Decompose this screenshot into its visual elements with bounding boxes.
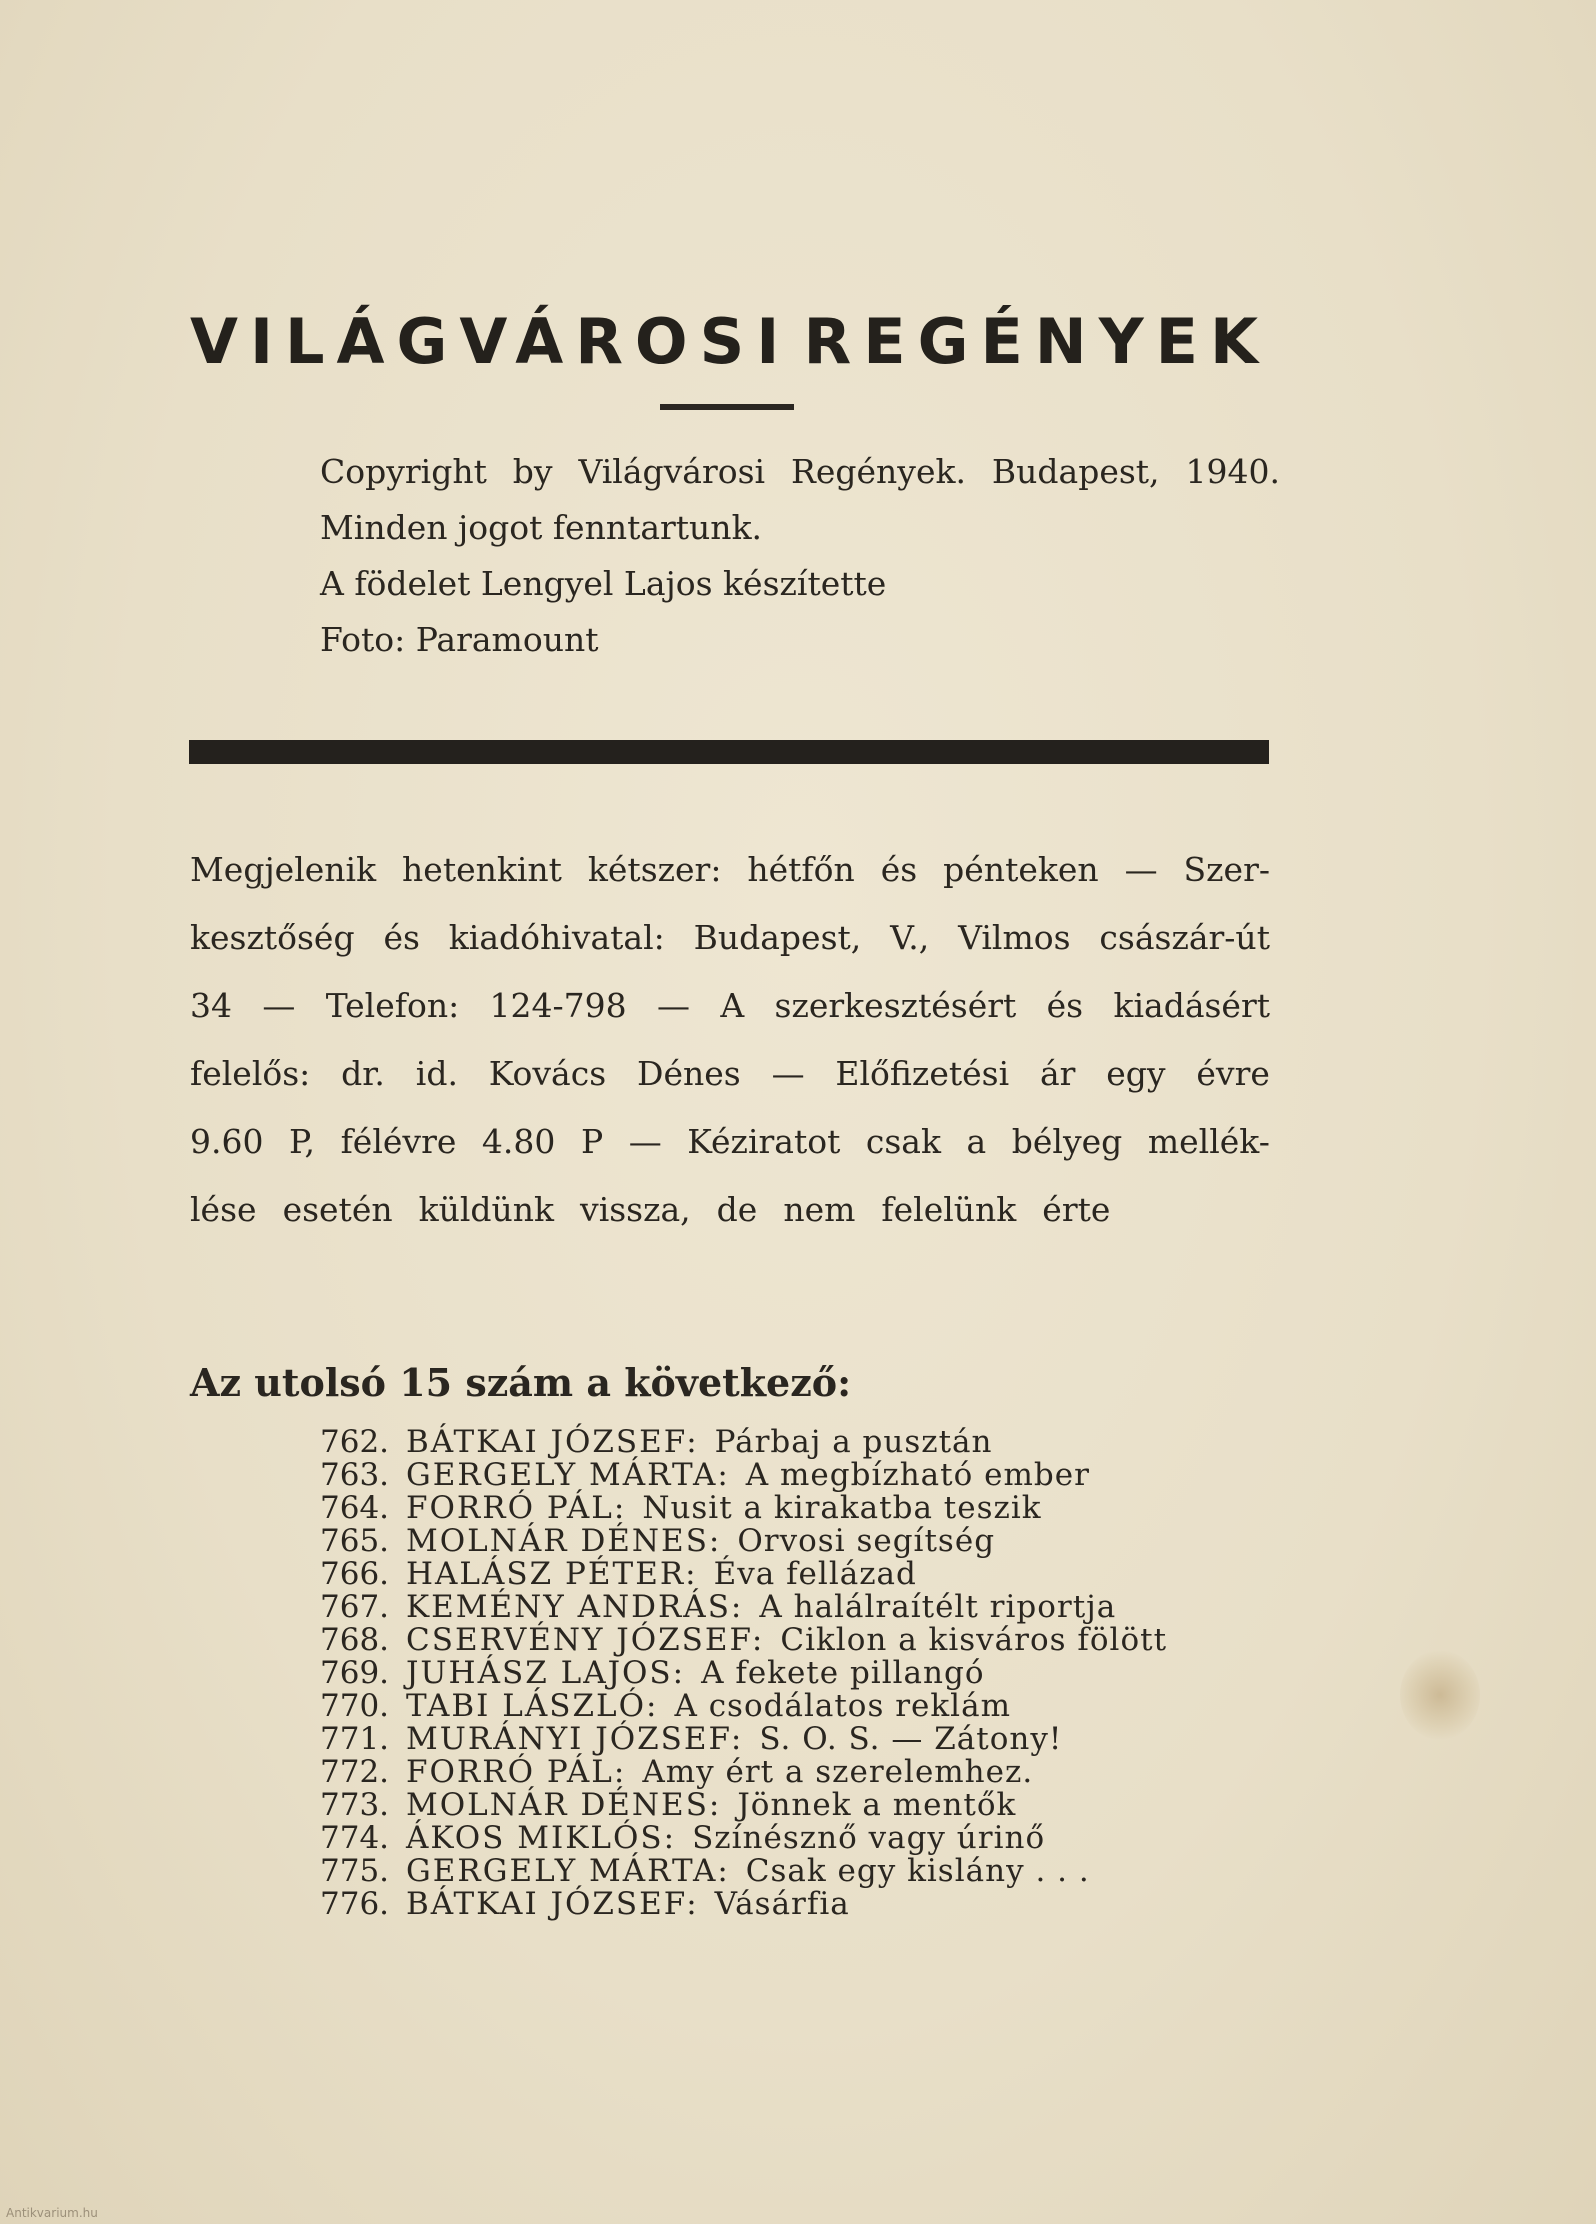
issue-title: Csak egy kislány . . . xyxy=(745,1853,1090,1889)
word: 1940. xyxy=(1185,452,1280,491)
word: Telefon: xyxy=(325,986,460,1025)
issue-number: 776. xyxy=(320,1886,390,1922)
word: Regények. xyxy=(791,452,966,491)
issue-number: 763. xyxy=(320,1457,390,1493)
word: és xyxy=(383,918,420,957)
issue-title: Vásárfia xyxy=(714,1886,850,1922)
list-item xyxy=(320,1855,1280,1888)
word: vissza, xyxy=(580,1190,691,1229)
section-divider xyxy=(189,740,1269,764)
issue-author: CSERVÉNY JÓZSEF: xyxy=(406,1622,765,1658)
word: 4.80 xyxy=(481,1122,556,1161)
issue-title: Ciklon a kisváros fölött xyxy=(780,1622,1168,1658)
word: Előfizetési xyxy=(835,1054,1010,1093)
word: — xyxy=(262,986,296,1025)
word: de xyxy=(716,1190,758,1229)
word: Copyright xyxy=(320,452,487,491)
word: Szer- xyxy=(1183,850,1270,889)
word: Kovács xyxy=(488,1054,607,1093)
issue-author: TABI LÁSZLÓ: xyxy=(406,1688,659,1724)
word: és xyxy=(880,850,918,889)
list-item xyxy=(320,1657,1280,1690)
issue-number: 770. xyxy=(320,1688,390,1724)
issue-title: Éva fellázad xyxy=(713,1556,917,1592)
paper-stain xyxy=(1400,1650,1480,1740)
copyright-line-2: Minden jogot fenntartunk. xyxy=(320,508,763,547)
issue-number: 765. xyxy=(320,1523,390,1559)
word: V., xyxy=(890,918,930,957)
word: — xyxy=(771,1054,805,1093)
word: Kéziratot xyxy=(687,1122,841,1161)
word: hétfőn xyxy=(747,850,855,889)
word: csak xyxy=(865,1122,941,1161)
list-item xyxy=(320,1558,1280,1591)
word: félévre xyxy=(340,1122,457,1161)
word: kiadóhivatal: xyxy=(448,918,665,957)
word: Dénes xyxy=(637,1054,741,1093)
issue-title: Jönnek a mentők xyxy=(737,1787,1017,1823)
issue-number: 762. xyxy=(320,1424,390,1460)
word: Világvárosi xyxy=(578,452,766,491)
issue-title: S. O. S. — Zátony! xyxy=(759,1721,1063,1757)
issue-author: FORRÓ PÁL: xyxy=(406,1754,627,1790)
list-item xyxy=(320,1459,1280,1492)
issue-title: Nusit a kirakatba teszik xyxy=(642,1490,1042,1526)
word: nem xyxy=(783,1190,856,1229)
issue-author: GERGELY MÁRTA: xyxy=(406,1457,730,1493)
issue-author: KEMÉNY ANDRÁS: xyxy=(406,1589,744,1625)
word: felelünk xyxy=(881,1190,1017,1229)
paragraph-line xyxy=(190,1114,1270,1182)
word: mellék- xyxy=(1147,1122,1270,1161)
copyright-block xyxy=(320,444,1280,668)
issue-number: 771. xyxy=(320,1721,390,1757)
word: A xyxy=(720,986,745,1025)
list-item xyxy=(320,1789,1280,1822)
word: — xyxy=(628,1122,662,1161)
issue-title: Színésznő vagy úrinő xyxy=(692,1820,1046,1856)
issue-author: ÁKOS MIKLÓS: xyxy=(406,1820,677,1856)
list-item xyxy=(320,1888,1280,1921)
word: ár xyxy=(1039,1054,1076,1093)
issue-number: 773. xyxy=(320,1787,390,1823)
word: felelős: xyxy=(190,1054,311,1093)
paragraph-line xyxy=(190,910,1270,978)
word: kétszer: xyxy=(587,850,722,889)
word: bélyeg xyxy=(1011,1122,1123,1161)
copyright-line-4: Foto: Paramount xyxy=(320,620,599,659)
word: császár-út xyxy=(1099,918,1270,957)
word: Budapest, xyxy=(991,452,1160,491)
word: kesztőség xyxy=(190,918,355,957)
paragraph-line xyxy=(190,842,1270,910)
issue-author: MOLNÁR DÉNES: xyxy=(406,1787,722,1823)
list-item xyxy=(320,1624,1280,1657)
word: évre xyxy=(1196,1054,1270,1093)
word: 9.60 xyxy=(190,1122,264,1161)
issue-author: FORRÓ PÁL: xyxy=(406,1490,627,1526)
word: Megjelenik xyxy=(190,850,377,889)
issue-number: 775. xyxy=(320,1853,390,1889)
previous-issues-list xyxy=(320,1426,1280,1921)
watermark: Antikvarium.hu xyxy=(6,2206,98,2220)
list-heading: Az utolsó 15 szám a következő: xyxy=(190,1360,852,1405)
copyright-line-3: A födelet Lengyel Lajos készítette xyxy=(320,564,887,603)
word: dr. xyxy=(341,1054,385,1093)
paragraph-line xyxy=(190,1182,1270,1250)
word: pénteken xyxy=(943,850,1099,889)
issue-author: JUHÁSZ LAJOS: xyxy=(406,1655,686,1691)
word: egy xyxy=(1106,1054,1166,1093)
word: érte xyxy=(1042,1190,1111,1229)
word: P xyxy=(580,1122,604,1161)
issue-author: MURÁNYI JÓZSEF: xyxy=(406,1721,744,1757)
series-title xyxy=(190,305,1270,378)
issue-number: 764. xyxy=(320,1490,390,1526)
issue-title: A csodálatos reklám xyxy=(674,1688,1011,1724)
list-item xyxy=(320,1591,1280,1624)
word: id. xyxy=(415,1054,458,1093)
word: a xyxy=(966,1122,987,1161)
list-item xyxy=(320,1723,1280,1756)
issue-title: A megbízható ember xyxy=(745,1457,1090,1493)
word: küldünk xyxy=(418,1190,555,1229)
issue-author: MOLNÁR DÉNES: xyxy=(406,1523,722,1559)
issue-author: GERGELY MÁRTA: xyxy=(406,1853,730,1889)
issue-author: BÁTKAI JÓZSEF: xyxy=(406,1886,699,1922)
word: lése xyxy=(190,1190,257,1229)
issue-number: 768. xyxy=(320,1622,390,1658)
title-underline xyxy=(660,404,794,410)
issue-title: Amy ért a szerelemhez. xyxy=(642,1754,1034,1790)
word: P, xyxy=(289,1122,316,1161)
issue-title: Párbaj a pusztán xyxy=(714,1424,993,1460)
list-item xyxy=(320,1525,1280,1558)
list-item xyxy=(320,1756,1280,1789)
issue-number: 766. xyxy=(320,1556,390,1592)
series-title-right: REGÉNYEK xyxy=(803,305,1270,378)
word: — xyxy=(1124,850,1158,889)
word: hetenkint xyxy=(402,850,562,889)
publication-info-paragraph xyxy=(190,842,1270,1250)
word: esetén xyxy=(282,1190,393,1229)
issue-number: 774. xyxy=(320,1820,390,1856)
word: by xyxy=(512,452,553,491)
issue-number: 772. xyxy=(320,1754,390,1790)
issue-author: HALÁSZ PÉTER: xyxy=(406,1556,698,1592)
list-item xyxy=(320,1690,1280,1723)
word: kiadásért xyxy=(1113,986,1270,1025)
paragraph-line xyxy=(190,978,1270,1046)
word: szerkesztésért xyxy=(774,986,1017,1025)
issue-author: BÁTKAI JÓZSEF: xyxy=(406,1424,699,1460)
issue-number: 767. xyxy=(320,1589,390,1625)
issue-title: A fekete pillangó xyxy=(701,1655,985,1691)
word: — xyxy=(657,986,691,1025)
word: 34 xyxy=(190,986,232,1025)
list-item xyxy=(320,1426,1280,1459)
series-title-left: VILÁGVÁROSI xyxy=(190,305,792,378)
word: Budapest, xyxy=(693,918,862,957)
issue-title: A halálraítélt riportja xyxy=(759,1589,1117,1625)
list-item xyxy=(320,1492,1280,1525)
word: Vilmos xyxy=(958,918,1071,957)
word: 124-798 xyxy=(489,986,627,1025)
list-item xyxy=(320,1822,1280,1855)
issue-number: 769. xyxy=(320,1655,390,1691)
copyright-line-1 xyxy=(320,444,1280,500)
paragraph-line xyxy=(190,1046,1270,1114)
word: és xyxy=(1046,986,1084,1025)
issue-title: Orvosi segítség xyxy=(737,1523,996,1559)
